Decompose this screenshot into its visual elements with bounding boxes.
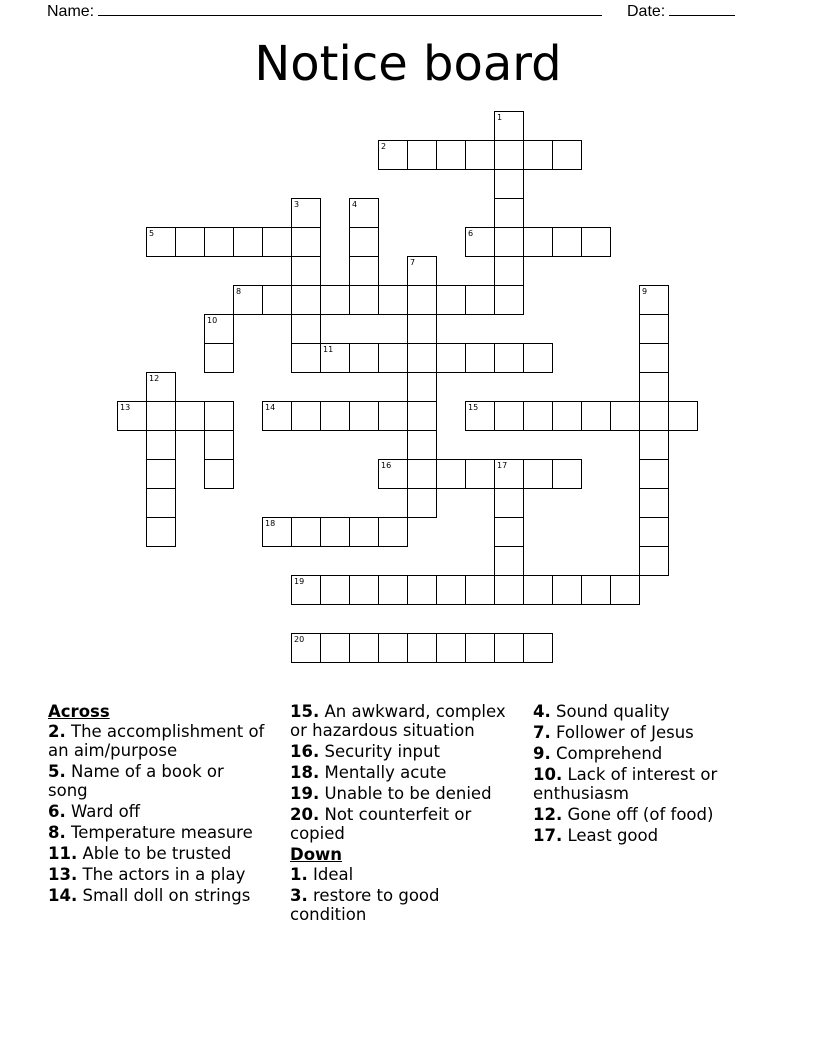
clue-number: 2: [381, 142, 387, 151]
clue-number: 12: [149, 374, 160, 383]
clue-number: 11: [323, 345, 334, 354]
clue-across-16: 16. Security input: [290, 742, 440, 761]
grid-cell[interactable]: [262, 227, 292, 257]
clue-number: 7: [410, 258, 416, 267]
grid-cell[interactable]: [146, 488, 176, 518]
grid-cell[interactable]: [523, 633, 553, 663]
grid-cell[interactable]: [175, 227, 205, 257]
grid-cell[interactable]: [523, 140, 553, 170]
clue-down-4: 4. Sound quality: [533, 702, 670, 721]
clues-column-2: [290, 702, 510, 926]
grid-cell[interactable]: [552, 227, 582, 257]
grid-cell[interactable]: [349, 575, 379, 605]
grid-cell[interactable]: [320, 285, 350, 315]
grid-cell[interactable]: [465, 459, 495, 489]
clue-down-17: 17. Least good: [533, 826, 659, 845]
grid-cell[interactable]: [523, 343, 553, 373]
page-title: Notice board: [254, 36, 562, 92]
grid-cell[interactable]: [494, 285, 524, 315]
clue-number: 17: [497, 461, 508, 470]
clue-across-15: 15. An awkward, complex or hazardous situation: [290, 702, 506, 740]
grid-cell[interactable]: [407, 372, 437, 402]
clue-down-3: 3. restore to good condition: [290, 886, 440, 924]
grid-cell[interactable]: [262, 285, 292, 315]
clue-number: 13: [120, 403, 131, 412]
grid-cell[interactable]: [610, 575, 640, 605]
grid-cell[interactable]: [436, 575, 466, 605]
grid-cell[interactable]: [320, 401, 350, 431]
clue-number: 5: [149, 229, 155, 238]
clue-number: 14: [265, 403, 276, 412]
clue-number: 9: [642, 287, 648, 296]
grid-cell[interactable]: [494, 517, 524, 547]
grid-cell[interactable]: [407, 140, 437, 170]
grid-cell[interactable]: [436, 140, 466, 170]
grid-cell[interactable]: [523, 459, 553, 489]
grid-cell[interactable]: [407, 430, 437, 460]
clues-column-3: [533, 702, 753, 847]
grid-cell[interactable]: [494, 227, 524, 257]
grid-cell[interactable]: [465, 575, 495, 605]
grid-cell[interactable]: [668, 401, 698, 431]
clue-number: 1: [497, 113, 503, 122]
grid-cell[interactable]: [349, 227, 379, 257]
grid-cell[interactable]: [581, 575, 611, 605]
grid-cell[interactable]: [146, 430, 176, 460]
grid-cell[interactable]: [494, 256, 524, 286]
clue-number: 18: [265, 519, 276, 528]
clue-number: 6: [468, 229, 474, 238]
grid-cell[interactable]: [523, 227, 553, 257]
grid-cell[interactable]: [639, 401, 669, 431]
clue-across-8: 8. Temperature measure: [48, 823, 253, 842]
name-label: Name:: [47, 3, 95, 20]
clue-number: 16: [381, 461, 392, 470]
grid-cell[interactable]: [494, 633, 524, 663]
grid-cell[interactable]: [146, 401, 176, 431]
grid-cell[interactable]: [407, 575, 437, 605]
grid-cell[interactable]: [552, 459, 582, 489]
grid-cell[interactable]: [407, 285, 437, 315]
grid-cell[interactable]: [465, 140, 495, 170]
grid-cell[interactable]: [291, 517, 321, 547]
grid-cell[interactable]: [204, 459, 234, 489]
down-heading: Down: [290, 845, 343, 864]
grid-cell[interactable]: [349, 256, 379, 286]
grid-cell[interactable]: [523, 401, 553, 431]
grid-cell[interactable]: [349, 633, 379, 663]
clue-across-2: 2. The accomplishment of an aim/purpose: [48, 722, 265, 760]
grid-cell[interactable]: [320, 633, 350, 663]
grid-cell[interactable]: [291, 285, 321, 315]
grid-cell[interactable]: [552, 575, 582, 605]
grid-cell[interactable]: [349, 285, 379, 315]
grid-cell[interactable]: [204, 343, 234, 373]
across-heading: Across: [48, 702, 110, 721]
grid-cell[interactable]: [378, 517, 408, 547]
grid-cell[interactable]: [523, 575, 553, 605]
grid-cell[interactable]: [436, 633, 466, 663]
grid-cell[interactable]: [204, 401, 234, 431]
clue-down-12: 12. Gone off (of food): [533, 805, 714, 824]
grid-cell[interactable]: [407, 314, 437, 344]
clue-down-10: 10. Lack of interest or enthusiasm: [533, 765, 718, 803]
grid-cell[interactable]: [349, 401, 379, 431]
grid-cell[interactable]: [581, 401, 611, 431]
grid-cell[interactable]: [639, 517, 669, 547]
grid-cell[interactable]: [291, 256, 321, 286]
grid-cell[interactable]: [610, 401, 640, 431]
grid-cell[interactable]: [349, 343, 379, 373]
grid-cell[interactable]: [552, 401, 582, 431]
grid-cell[interactable]: [407, 343, 437, 373]
grid-cell[interactable]: [320, 517, 350, 547]
grid-cell[interactable]: [494, 140, 524, 170]
clue-across-20: 20. Not counterfeit or copied: [290, 805, 472, 843]
grid-cell[interactable]: [378, 343, 408, 373]
grid-cell[interactable]: [494, 401, 524, 431]
grid-cell[interactable]: [378, 633, 408, 663]
grid-cell[interactable]: [494, 575, 524, 605]
clue-down-1: 1. Ideal: [290, 865, 354, 884]
grid-cell[interactable]: [494, 488, 524, 518]
grid-cell[interactable]: [291, 314, 321, 344]
grid-cell[interactable]: [233, 227, 263, 257]
clue-across-5: 5. Name of a book or song: [48, 762, 224, 800]
grid-cell[interactable]: [639, 459, 669, 489]
clue-number: 10: [207, 316, 218, 325]
clue-across-18: 18. Mentally acute: [290, 763, 447, 782]
grid-cell[interactable]: [639, 343, 669, 373]
grid-cell[interactable]: [436, 459, 466, 489]
grid-cell[interactable]: [291, 227, 321, 257]
clue-down-7: 7. Follower of Jesus: [533, 723, 694, 742]
clue-down-9: 9. Comprehend: [533, 744, 663, 763]
grid-cell[interactable]: [494, 546, 524, 576]
date-label: Date:: [627, 3, 666, 20]
grid-cell[interactable]: [494, 198, 524, 228]
grid-cell[interactable]: [407, 401, 437, 431]
grid-cell[interactable]: [494, 343, 524, 373]
grid-cell[interactable]: [465, 633, 495, 663]
grid-cell[interactable]: [639, 546, 669, 576]
clue-across-19: 19. Unable to be denied: [290, 784, 492, 803]
grid-cell[interactable]: [465, 343, 495, 373]
clue-across-13: 13. The actors in a play: [48, 865, 246, 884]
clue-across-11: 11. Able to be trusted: [48, 844, 232, 863]
grid-cell[interactable]: [146, 459, 176, 489]
grid-cell[interactable]: [436, 343, 466, 373]
grid-cell[interactable]: [378, 285, 408, 315]
grid-cell[interactable]: [407, 488, 437, 518]
grid-cell[interactable]: [465, 285, 495, 315]
grid-cell[interactable]: [581, 227, 611, 257]
grid-cell[interactable]: [436, 285, 466, 315]
clue-number: 20: [294, 635, 305, 644]
grid-cell[interactable]: [175, 401, 205, 431]
clue-across-6: 6. Ward off: [48, 802, 141, 821]
grid-cell[interactable]: [639, 430, 669, 460]
clue-across-14: 14. Small doll on strings: [48, 886, 251, 905]
grid-cell[interactable]: [291, 343, 321, 373]
clue-number: 4: [352, 200, 358, 209]
grid-cell[interactable]: [378, 401, 408, 431]
clue-number: 8: [236, 287, 242, 296]
clues-section: [48, 702, 748, 1002]
grid-cell[interactable]: [552, 140, 582, 170]
grid-cell[interactable]: [378, 575, 408, 605]
grid-cell[interactable]: [146, 517, 176, 547]
clue-number: 19: [294, 577, 305, 586]
grid-cell[interactable]: [291, 401, 321, 431]
grid-cell[interactable]: [639, 488, 669, 518]
grid-cell[interactable]: [494, 169, 524, 199]
clues-column-1: [48, 702, 268, 907]
clue-number: 15: [468, 403, 479, 412]
grid-cell[interactable]: [639, 314, 669, 344]
grid-cell[interactable]: [320, 575, 350, 605]
clue-number: 3: [294, 200, 300, 209]
grid-cell[interactable]: [204, 430, 234, 460]
grid-cell[interactable]: [639, 372, 669, 402]
grid-cell[interactable]: [204, 227, 234, 257]
grid-cell[interactable]: [407, 633, 437, 663]
grid-cell[interactable]: [349, 517, 379, 547]
grid-cell[interactable]: [407, 459, 437, 489]
